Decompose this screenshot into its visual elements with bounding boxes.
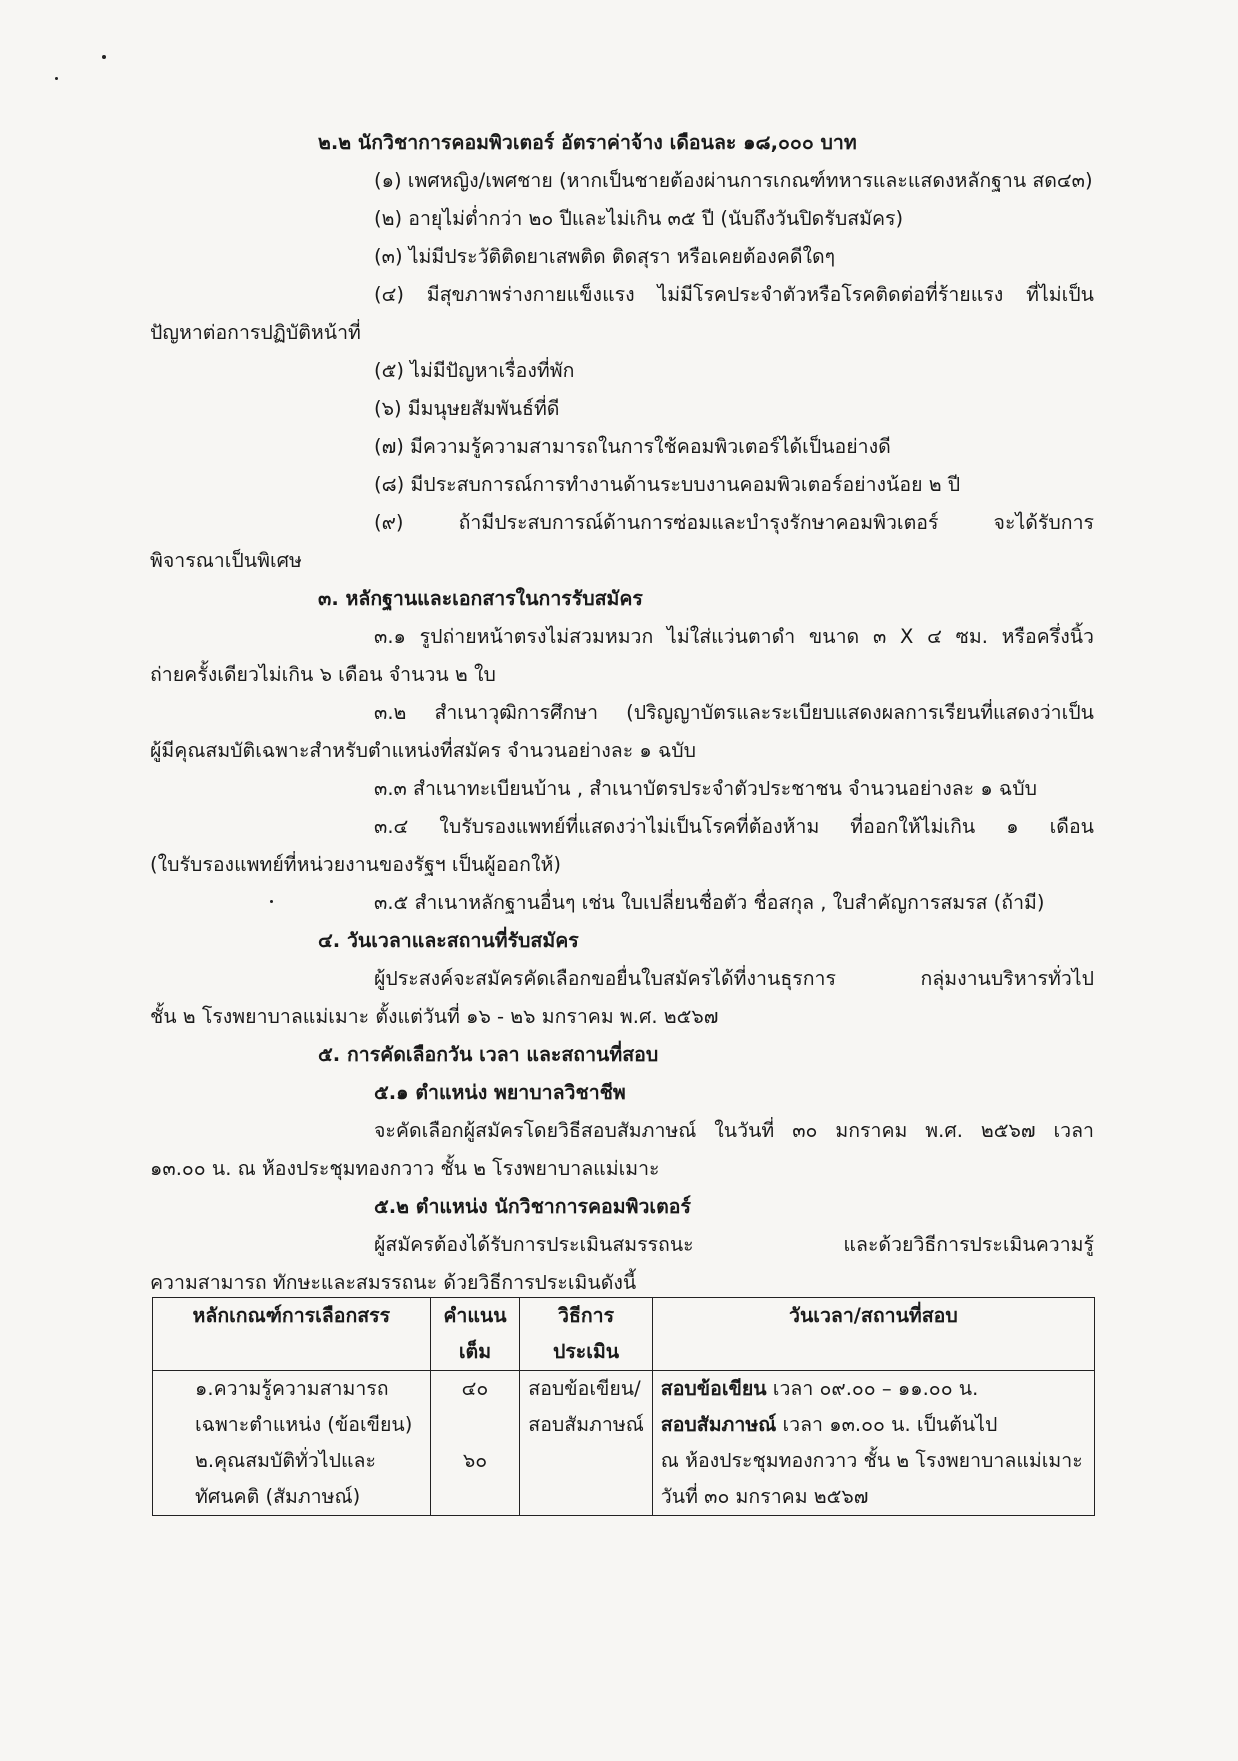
section-2-2-heading: ๒.๒ นักวิชาการคอมพิวเตอร์ อัตราค่าจ้าง เดือนละ ๑๘,๐๐๐ บาท [318, 131, 857, 154]
qualification-3: (๓) ไม่มีประวัติติดยาเสพติด ติดสุรา หรือเคยต้องคดีใดๆ [374, 245, 836, 268]
doc-3-1: ๓.๑ รูปถ่ายหน้าตรงไม่สวมหมวก ไม่ใส่แว่นตาดำ ขนาด ๓ X ๔ ซม. หรือครึ่งนิ้ว [374, 625, 1094, 648]
section-5-1-text: จะคัดเลือกผู้สมัครโดยวิธีสอบสัมภาษณ์ ในวันที่ ๓๐ มกราคม พ.ศ. ๒๕๖๗ เวลา [374, 1119, 1094, 1142]
section-5-1-text-cont: ๑๓.๐๐ น. ณ ห้องประชุมทองกวาว ชั้น ๒ โรงพยาบาลแม่เมาะ [150, 1157, 660, 1180]
qualification-5: (๕) ไม่มีปัญหาเรื่องที่พัก [374, 359, 575, 382]
assessment-table [152, 1297, 1095, 1516]
document-body [150, 124, 1094, 1302]
qualification-1: (๑) เพศหญิง/เพศชาย (หากเป็นชายต้องผ่านการเกณฑ์ทหารและแสดงหลักฐาน สด๔๓) [374, 169, 1093, 192]
doc-3-2-cont: ผู้มีคุณสมบัติเฉพาะสำหรับตำแหน่งที่สมัคร จำนวนอย่างละ ๑ ฉบับ [150, 739, 697, 762]
doc-3-4-cont: (ใบรับรองแพทย์ที่หน่วยงานของรัฐฯ เป็นผู้ออกให้) [150, 853, 561, 876]
qualification-4-cont: ปัญหาต่อการปฏิบัติหน้าที่ [150, 321, 361, 344]
application-place-cont: ชั้น ๒ โรงพยาบาลแม่เมาะ ตั้งแต่วันที่ ๑๖ - ๒๖ มกราคม พ.ศ. ๒๕๖๗ [150, 1005, 719, 1028]
criteria-header: หลักเกณฑ์การเลือกสรร [153, 1298, 431, 1371]
section-5-2-text: ผู้สมัครต้องได้รับการประเมินสมรรถนะ และด้วยวิธีการประเมินความรู้ [374, 1233, 1094, 1256]
qualification-8: (๘) มีประสบการณ์การทำงานด้านระบบงานคอมพิวเตอร์อย่างน้อย ๒ ปี [374, 473, 961, 496]
section-4-heading: ๔. วันเวลาและสถานที่รับสมัคร [318, 929, 579, 952]
score-cell: ๔๐ ๖๐ [430, 1371, 520, 1516]
section-5-heading: ๕. การคัดเลือกวัน เวลา และสถานที่สอบ [318, 1043, 659, 1066]
qualification-4: (๔) มีสุขภาพร่างกายแข็งแรง ไม่มีโรคประจำตัวหรือโรคติดต่อที่ร้ายแรง ที่ไม่เป็น [374, 283, 1094, 306]
method-header: วิธีการ ประเมิน [520, 1298, 653, 1371]
section-5-2-heading: ๕.๒ ตำแหน่ง นักวิชาการคอมพิวเตอร์ [374, 1195, 691, 1218]
section-3-heading: ๓. หลักฐานและเอกสารในการรับสมัคร [318, 587, 643, 610]
score-header: คำแนน เต็ม [430, 1298, 520, 1371]
table-header-row [153, 1298, 1095, 1371]
section-5-1-heading: ๕.๑ ตำแหน่ง พยาบาลวิชาชีพ [374, 1081, 626, 1104]
application-place: ผู้ประสงค์จะสมัครคัดเลือกขอยื่นใบสมัครได้ที่งานธุรการ กลุ่มงานบริหารทั่วไป [374, 967, 1094, 990]
schedule-cell: สอบข้อเขียน เวลา ๐๙.๐๐ – ๑๑.๐๐ น. สอบสัมภาษณ์ เวลา ๑๓.๐๐ น. เป็นต้นไป ณ ห้องประชุมทองกวาว ชั้น ๒ โรงพยาบาลแม่เมาะ วันที่ ๓๐ มกราคม ๒๕๖๗ [652, 1371, 1094, 1516]
doc-3-1-cont: ถ่ายครั้งเดียวไม่เกิน ๖ เดือน จำนวน ๒ ใบ [150, 663, 496, 686]
qualification-2: (๒) อายุไม่ต่ำกว่า ๒๐ ปีและไม่เกิน ๓๕ ปี (นับถึงวันปิดรับสมัคร) [374, 207, 904, 230]
qualification-6: (๖) มีมนุษยสัมพันธ์ที่ดี [374, 397, 560, 420]
written-exam-label: สอบข้อเขียน [660, 1377, 767, 1400]
qualification-9: (๙) ถ้ามีประสบการณ์ด้านการซ่อมและบำรุงรักษาคอมพิวเตอร์ จะได้รับการ [374, 511, 1094, 534]
criteria-cell: ๑.ความรู้ความสามารถ เฉพาะตำแหน่ง (ข้อเขียน) ๒.คุณสมบัติทั่วไปและ ทัศนคติ (สัมภาษณ์) [153, 1371, 431, 1516]
table-row [153, 1371, 1095, 1516]
interview-label: สอบสัมภาษณ์ [660, 1413, 777, 1436]
doc-3-3: ๓.๓ สำเนาทะเบียนบ้าน , สำเนาบัตรประจำตัวประชาชน จำนวนอย่างละ ๑ ฉบับ [374, 777, 1037, 800]
scan-speck [102, 55, 106, 59]
qualification-9-cont: พิจารณาเป็นพิเศษ [150, 549, 302, 572]
schedule-header: วันเวลา/สถานที่สอบ [652, 1298, 1094, 1371]
section-5-2-text-cont: ความสามารถ ทักษะและสมรรถนะ ด้วยวิธีการประเมินดังนี้ [150, 1271, 637, 1294]
scan-speck [55, 77, 58, 80]
doc-3-4: ๓.๔ ใบรับรองแพทย์ที่แสดงว่าไม่เป็นโรคที่ต้องห้าม ที่ออกให้ไม่เกิน ๑ เดือน [374, 815, 1094, 838]
doc-3-5: ๓.๕ สำเนาหลักฐานอื่นๆ เช่น ใบเปลี่ยนชื่อตัว ชื่อสกุล , ใบสำคัญการสมรส (ถ้ามี) [374, 891, 1045, 914]
method-cell: สอบข้อเขียน/ สอบสัมภาษณ์ [520, 1371, 653, 1516]
doc-3-2: ๓.๒ สำเนาวุฒิการศึกษา (ปริญญาบัตรและระเบียบแสดงผลการเรียนที่แสดงว่าเป็น [374, 701, 1094, 724]
qualification-7: (๗) มีความรู้ความสามารถในการใช้คอมพิวเตอร์ได้เป็นอย่างดี [374, 435, 891, 458]
